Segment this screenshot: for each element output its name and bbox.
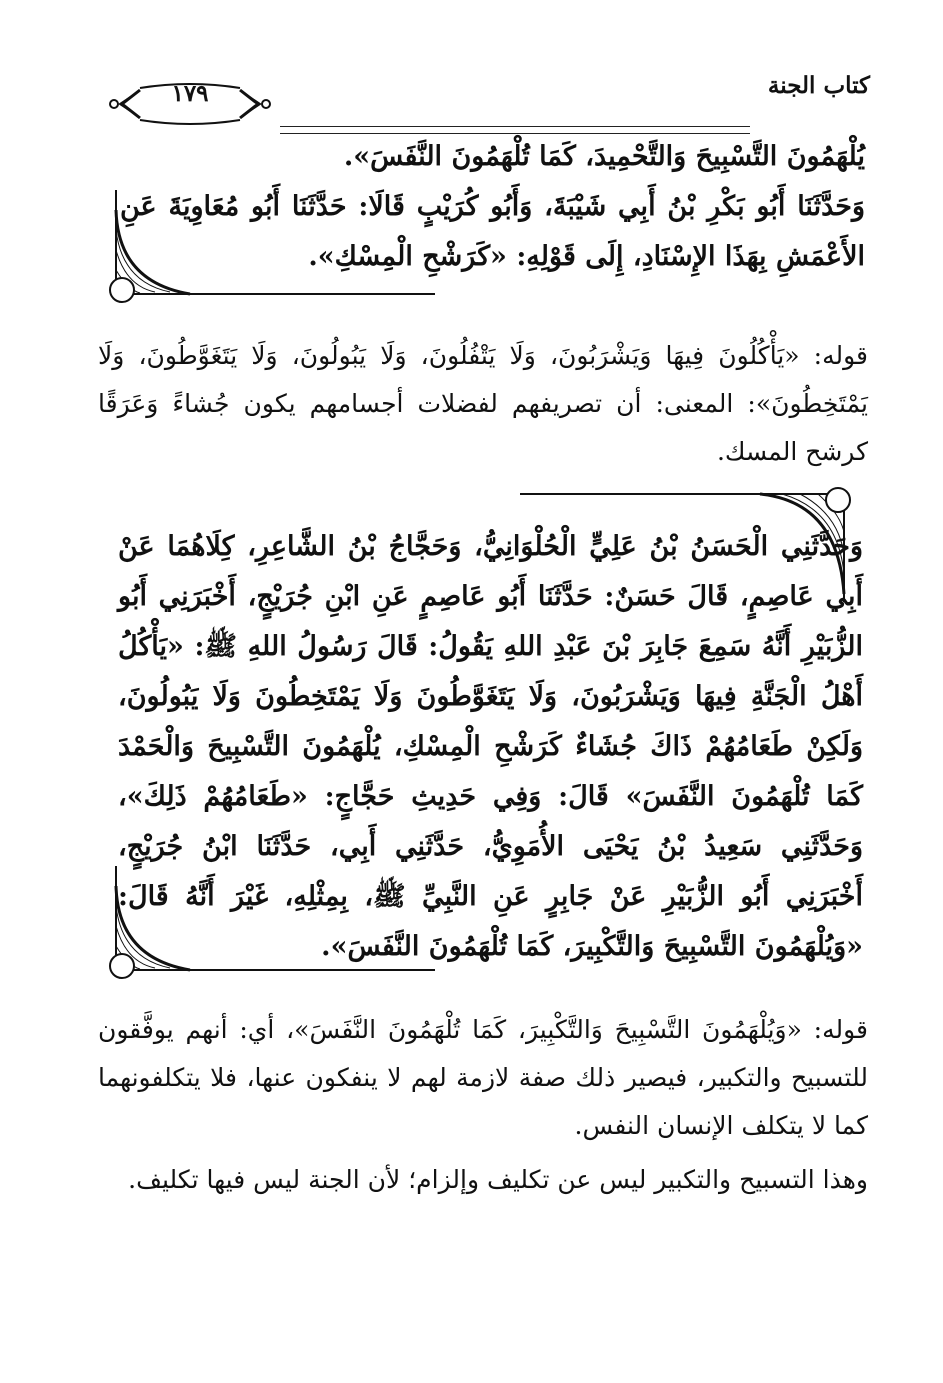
corner-ornament-icon bbox=[100, 190, 440, 310]
corner-ornament-icon bbox=[100, 866, 440, 986]
page-number-badge bbox=[100, 60, 280, 130]
hadith-1-line-2: وَحَدَّثَنَا أَبُو بَكْرِ بْنُ أَبِي شَيْبَةَ، وَأَبُو كُرَيْبٍ قَالَا: حَدَّثَنَا أَبُو مُعَاوِيَةَ عَنِ الأَعْمَشِ بِهَذَا الإِسْنَادِ، إِلَى قَوْلِهِ: «كَرَشْحِ الْمِسْكِ». bbox=[120, 191, 865, 272]
commentary-2-paragraph-2: وهذا التسبيح والتكبير ليس عن تكليف وإلزام؛ لأن الجنة ليس فيها تكليف. bbox=[128, 1165, 868, 1194]
commentary-block-2 bbox=[98, 1006, 868, 1204]
commentary-1-text: قوله: «يَأْكُلُونَ فِيهَا وَيَشْرَبُونَ، وَلَا يَتْفُلُونَ، وَلَا يَبُولُونَ، وَلَا يَتَغَوَّطُونَ، وَلَا يَمْتَخِطُونَ»: المعنى: أن تصريفهم لفضلات أجسامهم يكون جُشاءً وَعَرَقًا كرشح المسك. bbox=[98, 341, 868, 466]
page-number: ١٧٩ bbox=[171, 80, 209, 107]
hadith-1-line-1: يُلْهَمُونَ التَّسْبِيحَ وَالتَّحْمِيدَ، كَمَا تُلْهَمُونَ النَّفَسَ». bbox=[343, 141, 865, 172]
running-header bbox=[100, 50, 870, 120]
commentary-block-1 bbox=[98, 332, 868, 476]
book-title: كتاب الجنة bbox=[767, 72, 870, 99]
commentary-2-paragraph-1: قوله: «وَيُلْهَمُونَ التَّسْبِيحَ وَالتَّكْبِيرَ، كَمَا تُلْهَمُونَ النَّفَسَ»، أي: أنهم يوفَّقون للتسبيح والتكبير، فيصير ذلك صفة لازمة لهم لا ينفكون عنها، فلا يتكلفونهما كما لا يتكلف الإنسان النفس. bbox=[98, 1015, 868, 1140]
hadith-2-text: وَحَدَّثَنِي الْحَسَنُ بْنُ عَلِيٍّ الْحُلْوَانِيُّ، وَحَجَّاجُ بْنُ الشَّاعِرِ، كِلَاهُمَا عَنْ أَبِي عَاصِمٍ، قَالَ حَسَنٌ: حَدَّثَنَا أَبُو عَاصِمٍ عَنِ ابْنِ جُرَيْجٍ، أَخْبَرَنِي أَبُو الزُّبَيْرِ أَنَّهُ سَمِعَ جَابِرَ بْنَ عَبْدِ اللهِ يَقُولُ: قَالَ رَسُولُ اللهِ ﷺ: «يَأْكُلُ أَهْلُ الْجَنَّةِ فِيهَا وَيَشْرَبُونَ، وَلَا يَتَغَوَّطُونَ وَلَا يَمْتَخِطُونَ وَلَا يَبُولُونَ، وَلَكِنْ طَعَامُهُمْ ذَاكَ جُشَاءٌ كَرَشْحِ الْمِسْكِ، يُلْهَمُونَ التَّسْبِيحَ وَالْحَمْدَ كَمَا تُلْهَمُونَ النَّفَسَ» قَالَ: وَفِي حَدِيثِ حَجَّاجٍ: «طَعَامُهُمْ ذَلِكَ»، وَحَدَّثَنِي سَعِيدُ بْنُ يَحْيَى الأُمَوِيُّ، حَدَّثَنِي أَبِي، حَدَّثَنَا ابْنُ جُرَيْجٍ، أَخْبَرَنِي أَبُو الزُّبَيْرِ عَنْ جَابِرٍ عَنِ النَّبِيِّ ﷺ، بِمِثْلِهِ، غَيْرَ أَنَّهُ قَالَ: «وَيُلْهَمُونَ التَّسْبِيحَ وَالتَّكْبِيرَ، كَمَا تُلْهَمُونَ النَّفَسَ». bbox=[118, 531, 863, 962]
